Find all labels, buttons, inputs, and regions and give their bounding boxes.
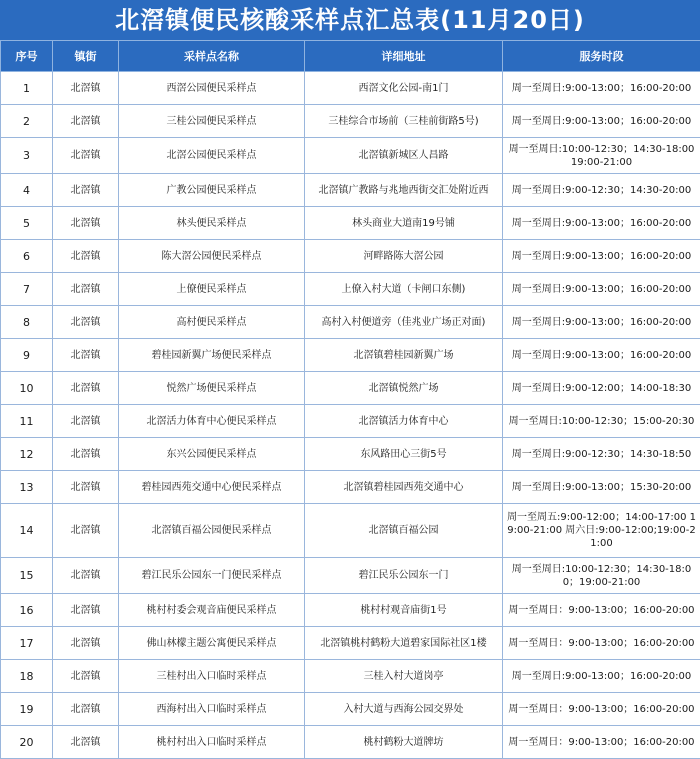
cell-address: 北滘镇碧桂园新翼广场 <box>305 339 503 372</box>
table-row <box>1 339 700 372</box>
cell-town: 北滘镇 <box>53 693 119 726</box>
cell-seq: 17 <box>1 627 53 660</box>
cell-site-name: 桃村村出入口临时采样点 <box>119 726 305 759</box>
table-row <box>1 138 700 174</box>
cell-town: 北滘镇 <box>53 726 119 759</box>
cell-town: 北滘镇 <box>53 471 119 504</box>
cell-service-hours: 周一至周日:9:00-13:00；15:30-20:00 <box>503 471 700 504</box>
cell-service-hours: 周一至周日:9:00-13:00；16:00-20:00 <box>503 306 700 339</box>
cell-site-name: 碧桂园西苑交通中心便民采样点 <box>119 471 305 504</box>
cell-town: 北滘镇 <box>53 306 119 339</box>
cell-town: 北滘镇 <box>53 207 119 240</box>
cell-address: 入村大道与西海公园交界处 <box>305 693 503 726</box>
table-row <box>1 240 700 273</box>
cell-seq: 13 <box>1 471 53 504</box>
cell-town: 北滘镇 <box>53 138 119 174</box>
cell-site-name: 北滘镇百福公园便民采样点 <box>119 504 305 558</box>
table-row <box>1 558 700 594</box>
cell-town: 北滘镇 <box>53 105 119 138</box>
cell-address: 北滘镇百福公园 <box>305 504 503 558</box>
cell-town: 北滘镇 <box>53 504 119 558</box>
cell-seq: 9 <box>1 339 53 372</box>
cell-seq: 6 <box>1 240 53 273</box>
cell-seq: 5 <box>1 207 53 240</box>
cell-address: 三桂综合市场前（三桂前街路5号) <box>305 105 503 138</box>
cell-site-name: 林头便民采样点 <box>119 207 305 240</box>
cell-address: 北滘镇碧桂园西苑交通中心 <box>305 471 503 504</box>
cell-seq: 20 <box>1 726 53 759</box>
cell-seq: 8 <box>1 306 53 339</box>
cell-town: 北滘镇 <box>53 72 119 105</box>
cell-site-name: 西海村出入口临时采样点 <box>119 693 305 726</box>
cell-site-name: 北滘活力体育中心便民采样点 <box>119 405 305 438</box>
cell-service-hours: 周一至周日:10:00-12:30；14:30-18:00 19:00-21:00 <box>503 138 700 174</box>
table-row <box>1 207 700 240</box>
cell-town: 北滘镇 <box>53 594 119 627</box>
cell-site-name: 桃村村委会观音庙便民采样点 <box>119 594 305 627</box>
header-address: 详细地址 <box>305 41 503 72</box>
cell-address: 北滘镇新城区人昌路 <box>305 138 503 174</box>
cell-service-hours: 周一至周日：9:00-13:00；16:00-20:00 <box>503 693 700 726</box>
table-row <box>1 594 700 627</box>
table-row <box>1 660 700 693</box>
cell-town: 北滘镇 <box>53 273 119 306</box>
cell-service-hours: 周一至周日:10:00-12:30；15:00-20:30 <box>503 405 700 438</box>
cell-town: 北滘镇 <box>53 174 119 207</box>
cell-site-name: 三桂公园便民采样点 <box>119 105 305 138</box>
table-header-row <box>1 41 700 72</box>
cell-site-name: 碧桂园新翼广场便民采样点 <box>119 339 305 372</box>
cell-address: 东风路田心三街5号 <box>305 438 503 471</box>
cell-address: 桃村村观音庙街1号 <box>305 594 503 627</box>
cell-town: 北滘镇 <box>53 627 119 660</box>
cell-address: 北滘镇广教路与兆地西街交汇处附近西 <box>305 174 503 207</box>
cell-town: 北滘镇 <box>53 405 119 438</box>
cell-service-hours: 周一至周日:9:00-13:00；16:00-20:00 <box>503 72 700 105</box>
table-row <box>1 438 700 471</box>
cell-service-hours: 周一至周日:9:00-12:30；14:30-18:50 <box>503 438 700 471</box>
cell-service-hours: 周一至周日:9:00-12:30；14:30-20:00 <box>503 174 700 207</box>
cell-site-name: 西滘公园便民采样点 <box>119 72 305 105</box>
sampling-sites-table <box>0 40 700 759</box>
cell-address: 高村入村便道旁（佳兆业广场正对面) <box>305 306 503 339</box>
cell-seq: 7 <box>1 273 53 306</box>
cell-service-hours: 周一至周日：9:00-13:00；16:00-20:00 <box>503 726 700 759</box>
table-row <box>1 105 700 138</box>
table-row <box>1 627 700 660</box>
cell-seq: 2 <box>1 105 53 138</box>
cell-seq: 10 <box>1 372 53 405</box>
cell-seq: 16 <box>1 594 53 627</box>
cell-town: 北滘镇 <box>53 438 119 471</box>
cell-address: 西滘文化公园-南1门 <box>305 72 503 105</box>
cell-site-name: 上僚便民采样点 <box>119 273 305 306</box>
table-row <box>1 504 700 558</box>
cell-site-name: 高村便民采样点 <box>119 306 305 339</box>
cell-seq: 12 <box>1 438 53 471</box>
cell-service-hours: 周一至周日:9:00-13:00；16:00-20:00 <box>503 660 700 693</box>
cell-seq: 15 <box>1 558 53 594</box>
cell-address: 河畔路陈大滘公园 <box>305 240 503 273</box>
header-town: 镇街 <box>53 41 119 72</box>
cell-site-name: 东兴公园便民采样点 <box>119 438 305 471</box>
cell-address: 林头商业大道南19号铺 <box>305 207 503 240</box>
header-seq: 序号 <box>1 41 53 72</box>
cell-town: 北滘镇 <box>53 240 119 273</box>
cell-address: 北滘镇活力体育中心 <box>305 405 503 438</box>
cell-address: 上僚入村大道（卡闸口东侧) <box>305 273 503 306</box>
cell-address: 三桂入村大道岗亭 <box>305 660 503 693</box>
cell-service-hours: 周一至周日:9:00-13:00；16:00-20:00 <box>503 273 700 306</box>
table-body <box>1 72 700 759</box>
cell-service-hours: 周一至周日：9:00-13:00；16:00-20:00 <box>503 594 700 627</box>
table-row <box>1 306 700 339</box>
cell-service-hours: 周一至周日:9:00-13:00；16:00-20:00 <box>503 339 700 372</box>
cell-service-hours: 周一至周日:9:00-13:00；16:00-20:00 <box>503 207 700 240</box>
cell-site-name: 碧江民乐公园东一门便民采样点 <box>119 558 305 594</box>
header-service-hours: 服务时段 <box>503 41 700 72</box>
table-row <box>1 405 700 438</box>
cell-address: 桃村鹤粉大道牌坊 <box>305 726 503 759</box>
cell-service-hours: 周一至周日:9:00-13:00；16:00-20:00 <box>503 105 700 138</box>
cell-town: 北滘镇 <box>53 372 119 405</box>
cell-service-hours: 周一至周日:9:00-13:00；16:00-20:00 <box>503 240 700 273</box>
table-row <box>1 174 700 207</box>
cell-site-name: 悦然广场便民采样点 <box>119 372 305 405</box>
cell-seq: 18 <box>1 660 53 693</box>
table-row <box>1 72 700 105</box>
cell-address: 北滘镇悦然广场 <box>305 372 503 405</box>
cell-address: 北滘镇桃村鹤粉大道碧家国际社区1楼 <box>305 627 503 660</box>
table-row <box>1 273 700 306</box>
cell-town: 北滘镇 <box>53 660 119 693</box>
cell-service-hours: 周一至周日：9:00-13:00；16:00-20:00 <box>503 627 700 660</box>
table-row <box>1 372 700 405</box>
cell-seq: 1 <box>1 72 53 105</box>
cell-service-hours: 周一至周日:10:00-12:30；14:30-18:00；19:00-21:00 <box>503 558 700 594</box>
table-row <box>1 471 700 504</box>
cell-service-hours: 周一至周日:9:00-12:00；14:00-18:30 <box>503 372 700 405</box>
cell-seq: 3 <box>1 138 53 174</box>
page-title: 北滘镇便民核酸采样点汇总表(11月20日) <box>0 0 700 40</box>
cell-seq: 14 <box>1 504 53 558</box>
cell-site-name: 佛山林檬主题公寓便民采样点 <box>119 627 305 660</box>
cell-site-name: 北滘公园便民采样点 <box>119 138 305 174</box>
cell-seq: 11 <box>1 405 53 438</box>
cell-site-name: 陈大滘公园便民采样点 <box>119 240 305 273</box>
table-row <box>1 693 700 726</box>
cell-seq: 4 <box>1 174 53 207</box>
cell-site-name: 三桂村出入口临时采样点 <box>119 660 305 693</box>
header-site-name: 采样点名称 <box>119 41 305 72</box>
cell-town: 北滘镇 <box>53 339 119 372</box>
cell-seq: 19 <box>1 693 53 726</box>
cell-service-hours: 周一至周五:9:00-12:00；14:00-17:00 19:00-21:00 周六日:9:00-12:00;19:00-21:00 <box>503 504 700 558</box>
cell-address: 碧江民乐公园东一门 <box>305 558 503 594</box>
cell-site-name: 广教公园便民采样点 <box>119 174 305 207</box>
cell-town: 北滘镇 <box>53 558 119 594</box>
table-row <box>1 726 700 759</box>
